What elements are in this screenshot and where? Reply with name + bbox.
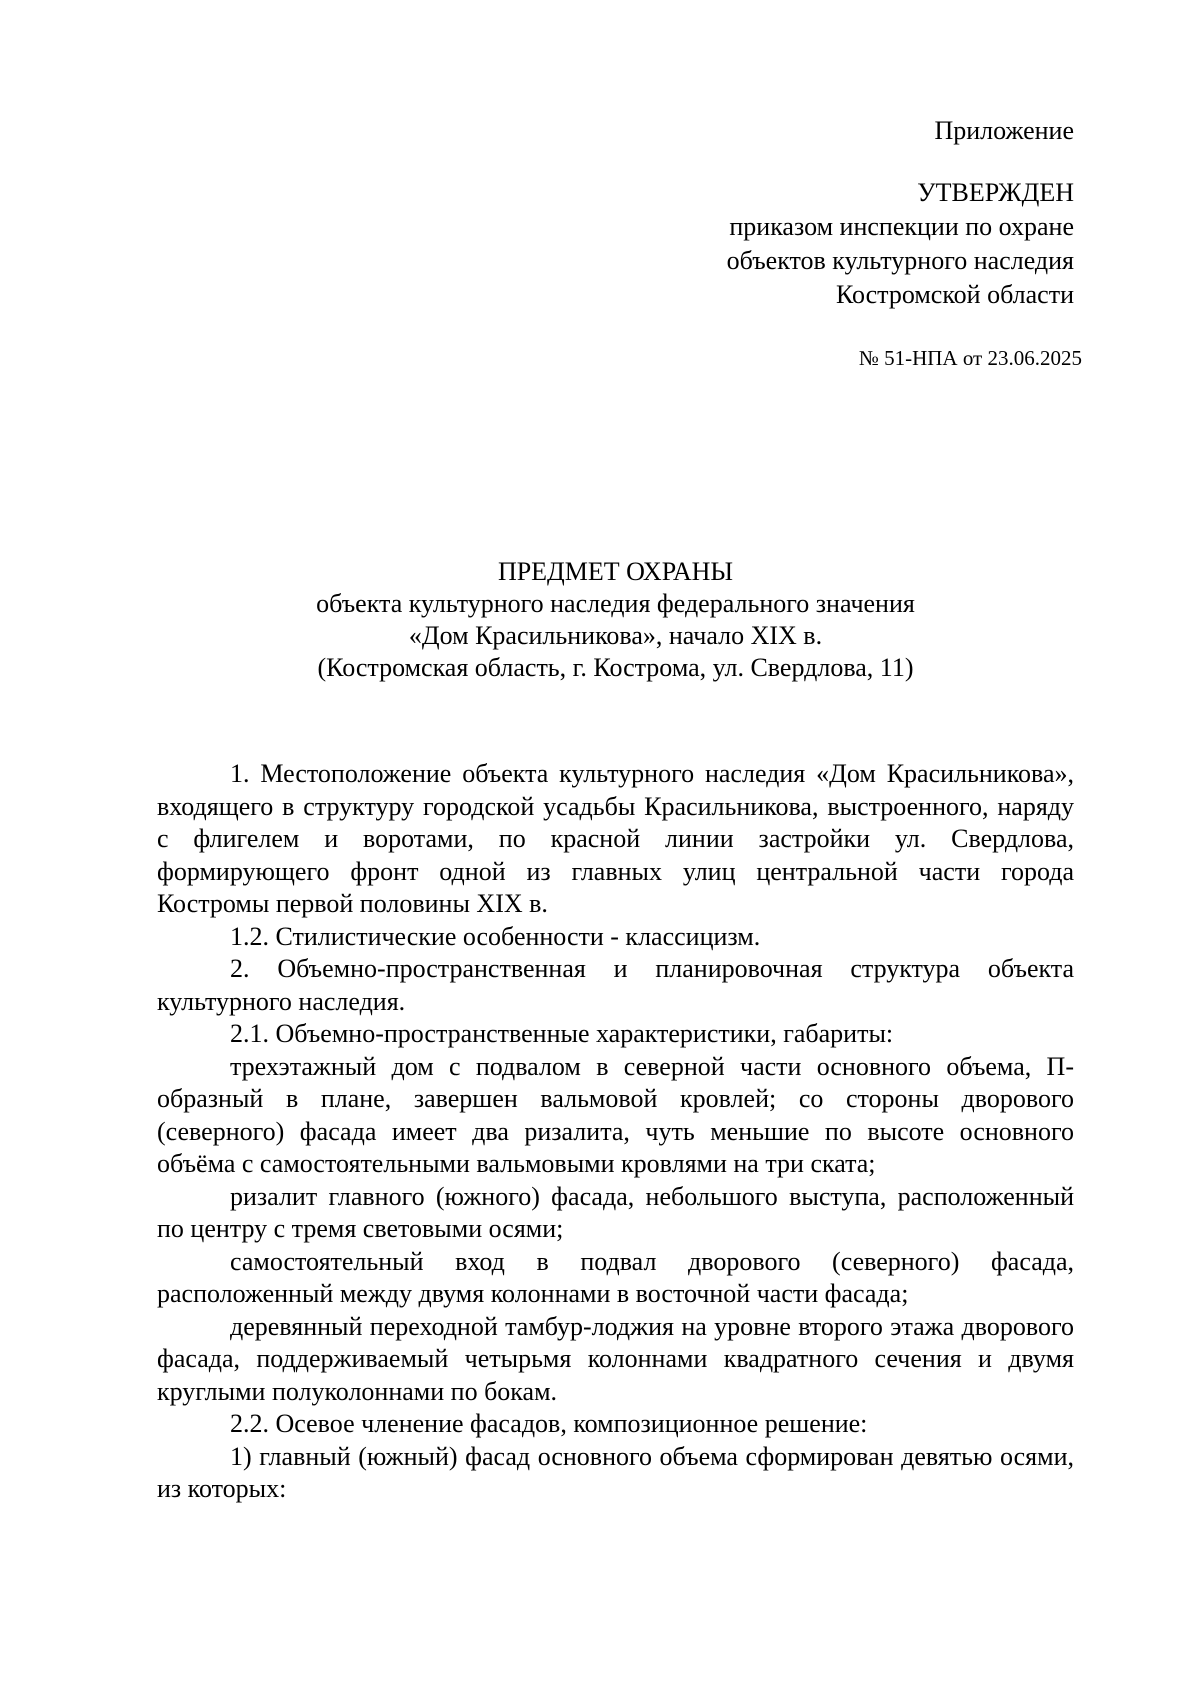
paragraph-1: 1. Местоположение объекта культурного наследия «Дом Красильникова», входящего в структуру городской усадьбы Красильникова, выстроенного, наряду с флигелем и воротами, по красной линии застройки ул. Свердлова, формирующего фронт одной из главных улиц центральной части города Костромы первой половины XIX в. [157, 759, 1074, 918]
paragraph-basement-entrance: самостоятельный вход в подвал дворового (северного) фасада, расположенный между двумя колоннами в восточной части фасада; [157, 1246, 1074, 1308]
paragraph-loggia: деревянный переходной тамбур-лоджия на уровне второго этажа дворового фасада, поддерживаемый четырьмя колоннами квадратного сечения и двумя круглыми полуколоннами по бокам. [157, 1311, 1074, 1406]
paragraph-2: 2. Объемно-пространственная и планировочная структура объекта культурного наследия. [157, 954, 1074, 1016]
paragraph-main-facade: 1) главный (южный) фасад основного объема сформирован девятью осями, из которых: [157, 1441, 1074, 1503]
paragraph-2-1: 2.1. Объемно-пространственные характеристики, габариты: [230, 1019, 894, 1048]
document-body [157, 758, 1074, 1506]
title-line-1: объекта культурного наследия федерального значения [316, 589, 915, 618]
approved-by-line-1: приказом инспекции по охране [729, 212, 1074, 241]
approved-by-line-2: объектов культурного наследия [726, 246, 1074, 275]
paragraph-risalit: ризалит главного (южного) фасада, небольшого выступа, расположенный по центру с тремя световыми осями; [157, 1181, 1074, 1243]
paragraph-1-2: 1.2. Стилистические особенности - классицизм. [230, 921, 761, 951]
order-number: № 51-НПА от 23.06.2025 [858, 346, 1082, 370]
title-line-2: «Дом Красильникова», начало XIX в. [408, 621, 823, 650]
approved-by-line-3: Костромской области [835, 280, 1074, 309]
document-title [157, 556, 1074, 684]
paragraph-volume-description: трехэтажный дом с подвалом в северной части основного объема, П-образный в плане, завершен вальмовой кровлей; со стороны дворового (северного) фасада имеет два ризалита, чуть меньшие по высоте основного объёма с самостоятельными вальмовыми кровлями на три ската; [157, 1051, 1074, 1178]
paragraph-2-2: 2.2. Осевое членение фасадов, композиционное решение: [230, 1409, 868, 1438]
title-line-3: (Костромская область, г. Кострома, ул. Свердлова, 11) [317, 653, 914, 682]
approved-label: УТВЕРЖДЕН [917, 178, 1074, 207]
title-heading: ПРЕДМЕТ ОХРАНЫ [497, 557, 734, 586]
annex-label: Приложение [934, 116, 1074, 145]
approval-block [726, 114, 1082, 372]
